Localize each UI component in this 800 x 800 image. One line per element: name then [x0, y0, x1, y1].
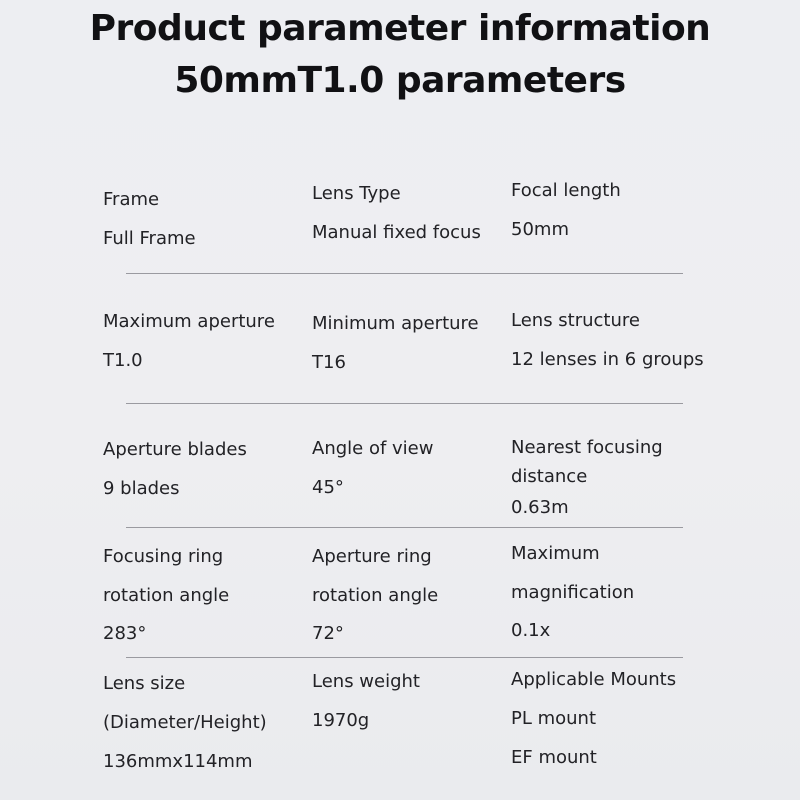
spec-value: 50mm [511, 219, 569, 240]
row-divider [126, 527, 683, 528]
spec-label: Angle of view [312, 438, 434, 459]
spec-value: T16 [312, 352, 346, 373]
spec-label: Focusing ring [103, 546, 224, 567]
spec-label: Aperture blades [103, 439, 247, 460]
spec-value: 9 blades [103, 478, 180, 499]
spec-value: 72° [312, 623, 344, 644]
spec-focus-ring [103, 545, 229, 646]
spec-value: EF mount [511, 747, 597, 768]
spec-lens-weight [312, 670, 420, 733]
spec-label: Applicable Mounts [511, 669, 677, 690]
spec-value: 0.1x [511, 620, 551, 641]
spec-angle-of-view [312, 437, 433, 500]
spec-value: 45° [312, 477, 344, 498]
spec-max-aperture [103, 310, 275, 373]
spec-focal-length [511, 179, 621, 242]
spec-label: Lens size [103, 673, 186, 694]
spec-value: 283° [103, 623, 147, 644]
spec-aperture-blades [103, 438, 247, 501]
spec-label: Focal length [511, 180, 621, 201]
spec-label: magnification [511, 582, 635, 603]
spec-lens-structure [511, 309, 704, 372]
spec-value: 1970g [312, 710, 370, 731]
spec-value: Full Frame [103, 228, 196, 249]
spec-label: Minimum aperture [312, 313, 479, 334]
spec-label: Frame [103, 189, 160, 210]
row-divider [126, 273, 683, 274]
spec-label: distance [511, 466, 588, 487]
spec-value: PL mount [511, 708, 597, 729]
spec-label: Nearest focusing [511, 437, 663, 458]
spec-value: 12 lenses in 6 groups [511, 349, 704, 370]
spec-label: Lens structure [511, 310, 640, 331]
spec-nearest-focus [511, 436, 663, 520]
spec-label: Lens weight [312, 671, 420, 692]
spec-lens-size [103, 672, 267, 774]
spec-mounts [511, 668, 676, 770]
spec-label: Lens Type [312, 183, 401, 204]
row-divider [126, 657, 683, 658]
spec-value: 136mmx114mm [103, 751, 253, 772]
spec-min-aperture [312, 312, 479, 375]
spec-frame [103, 188, 196, 251]
spec-label: rotation angle [103, 585, 230, 606]
spec-max-magnification [511, 542, 634, 643]
spec-lens-type [312, 182, 481, 245]
spec-value: Manual fixed focus [312, 222, 481, 243]
spec-label: (Diameter/Height) [103, 712, 267, 733]
spec-aperture-ring [312, 545, 438, 646]
page-title: Product parameter information [89, 8, 711, 49]
row-divider [126, 403, 683, 404]
spec-value: T1.0 [103, 350, 143, 371]
spec-label: Maximum aperture [103, 311, 275, 332]
spec-label: rotation angle [312, 585, 439, 606]
spec-label: Maximum [511, 543, 600, 564]
page-subtitle: 50mmT1.0 parameters [174, 60, 626, 101]
spec-value: 0.63m [511, 497, 569, 518]
spec-label: Aperture ring [312, 546, 432, 567]
